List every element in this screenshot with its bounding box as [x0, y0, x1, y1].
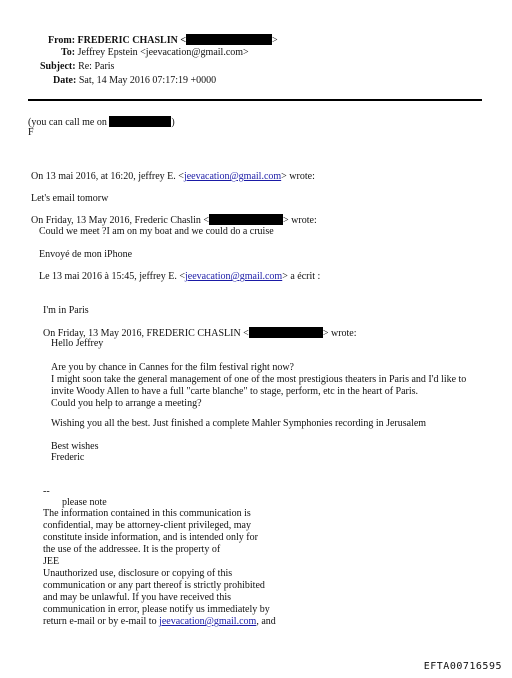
disclaimer-line: The information contained in this communication is: [43, 508, 251, 519]
from-label: From:: [48, 35, 76, 46]
quote-header-4-pre: On Friday, 13 May 2016, FREDERIC CHASLIN <: [43, 328, 249, 339]
message-line: invite Woody Allen to have a full "carte blanche" to stage, perform, etc in the heart of Paris.: [51, 386, 419, 397]
disclaimer-line: and may be unlawful. If you have received this: [43, 592, 231, 603]
bates-number: EFTA00716595: [423, 661, 502, 672]
message-line: Are you by chance in Cannes for the film festival right now?: [51, 362, 294, 373]
separator-line: --: [43, 486, 50, 497]
subject-label: Subject:: [40, 61, 76, 72]
date-line: [53, 75, 216, 87]
disclaimer-line: communication in error, please notify us immediately by: [43, 604, 270, 615]
cruise-line: Could we meet ?I am on my boat and we could do a cruise: [39, 226, 274, 237]
date-label: Date:: [53, 75, 77, 86]
disclaimer-last-post: , and: [256, 616, 276, 627]
hello-line: Hello Jeffrey: [51, 338, 104, 349]
email-link[interactable]: jeevacation@gmail.com: [183, 171, 282, 182]
disclaimer-line: JEE: [43, 556, 60, 567]
disclaimer-line: confidential, may be attorney-client privileged, may: [43, 520, 251, 531]
to-label: To:: [61, 47, 76, 58]
subject-line: [40, 61, 114, 73]
quote-header-1-post: > wrote:: [281, 171, 315, 182]
to-line: [61, 47, 249, 59]
message-line: I might soon take the general management of one of the most prestigious theaters in Paris and I'd like to: [51, 374, 467, 385]
quote-header-1-pre: On 13 mai 2016, at 16:20, jeffrey E. <: [31, 171, 184, 182]
envoye-line: Envoyé de mon iPhone: [39, 249, 133, 260]
quote-header-3-pre: Le 13 mai 2016 à 15:45, jeffrey E. <: [39, 271, 185, 282]
disclaimer-line: constitute inside information, and is intended only for: [43, 532, 258, 543]
wishing-line: Wishing you all the best. Just finished a complete Mahler Symphonies recording in Jerusalem: [51, 418, 427, 429]
redaction-box: [209, 214, 283, 225]
quote-header-1: [31, 171, 315, 183]
disclaimer-last-pre: return e-mail or by e-mail to: [43, 616, 160, 627]
email-link[interactable]: jeevacation@gmail.com: [184, 271, 283, 282]
header-divider: [28, 99, 482, 101]
redaction-box: [249, 327, 323, 338]
call-me-close: ): [171, 117, 175, 128]
redaction-box: [109, 116, 171, 127]
message-line: Could you help to arrange a meeting?: [51, 398, 202, 409]
in-paris-line: I'm in Paris: [43, 305, 89, 316]
disclaimer-line: Unauthorized use, disclosure or copying of this: [43, 568, 233, 579]
email-link[interactable]: jeevacation@gmail.com: [159, 616, 257, 627]
to-value: Jeffrey Epstein <jeevacation@gmail.com>: [77, 47, 249, 58]
disclaimer-last-line: [43, 616, 276, 628]
disclaimer-line: the use of the addressee. It is the property of: [43, 544, 221, 555]
please-note-line: please note: [62, 497, 107, 508]
quote-header-3-post: > a écrit :: [282, 271, 321, 282]
message-paragraph: [51, 362, 466, 410]
from-close: >: [272, 35, 278, 46]
quote-header-4-post: > wrote:: [322, 328, 357, 339]
disclaimer-line: communication or any part thereof is strictly prohibited: [43, 580, 265, 591]
call-me-line: [28, 116, 175, 129]
quote-header-3: [39, 271, 320, 283]
quote-header-2-post: > wrote:: [283, 215, 317, 226]
subject-value: Re: Paris: [78, 61, 115, 72]
lets-email-line: Let's email tomorw: [31, 193, 109, 204]
quote-header-2-pre: On Friday, 13 May 2016, Frederic Chaslin <: [31, 215, 210, 226]
disclaimer-block: [43, 508, 276, 628]
from-line: [48, 34, 278, 47]
from-value: FREDERIC CHASLIN <: [77, 35, 187, 46]
redaction-box: [186, 34, 272, 45]
best-wishes-line: Best wishes: [51, 441, 99, 452]
initial: F: [28, 127, 34, 138]
date-value: Sat, 14 May 2016 07:17:19 +0000: [78, 75, 217, 86]
signature-line: Frederic: [51, 452, 85, 463]
call-me-text: (you can call me on: [28, 117, 107, 128]
